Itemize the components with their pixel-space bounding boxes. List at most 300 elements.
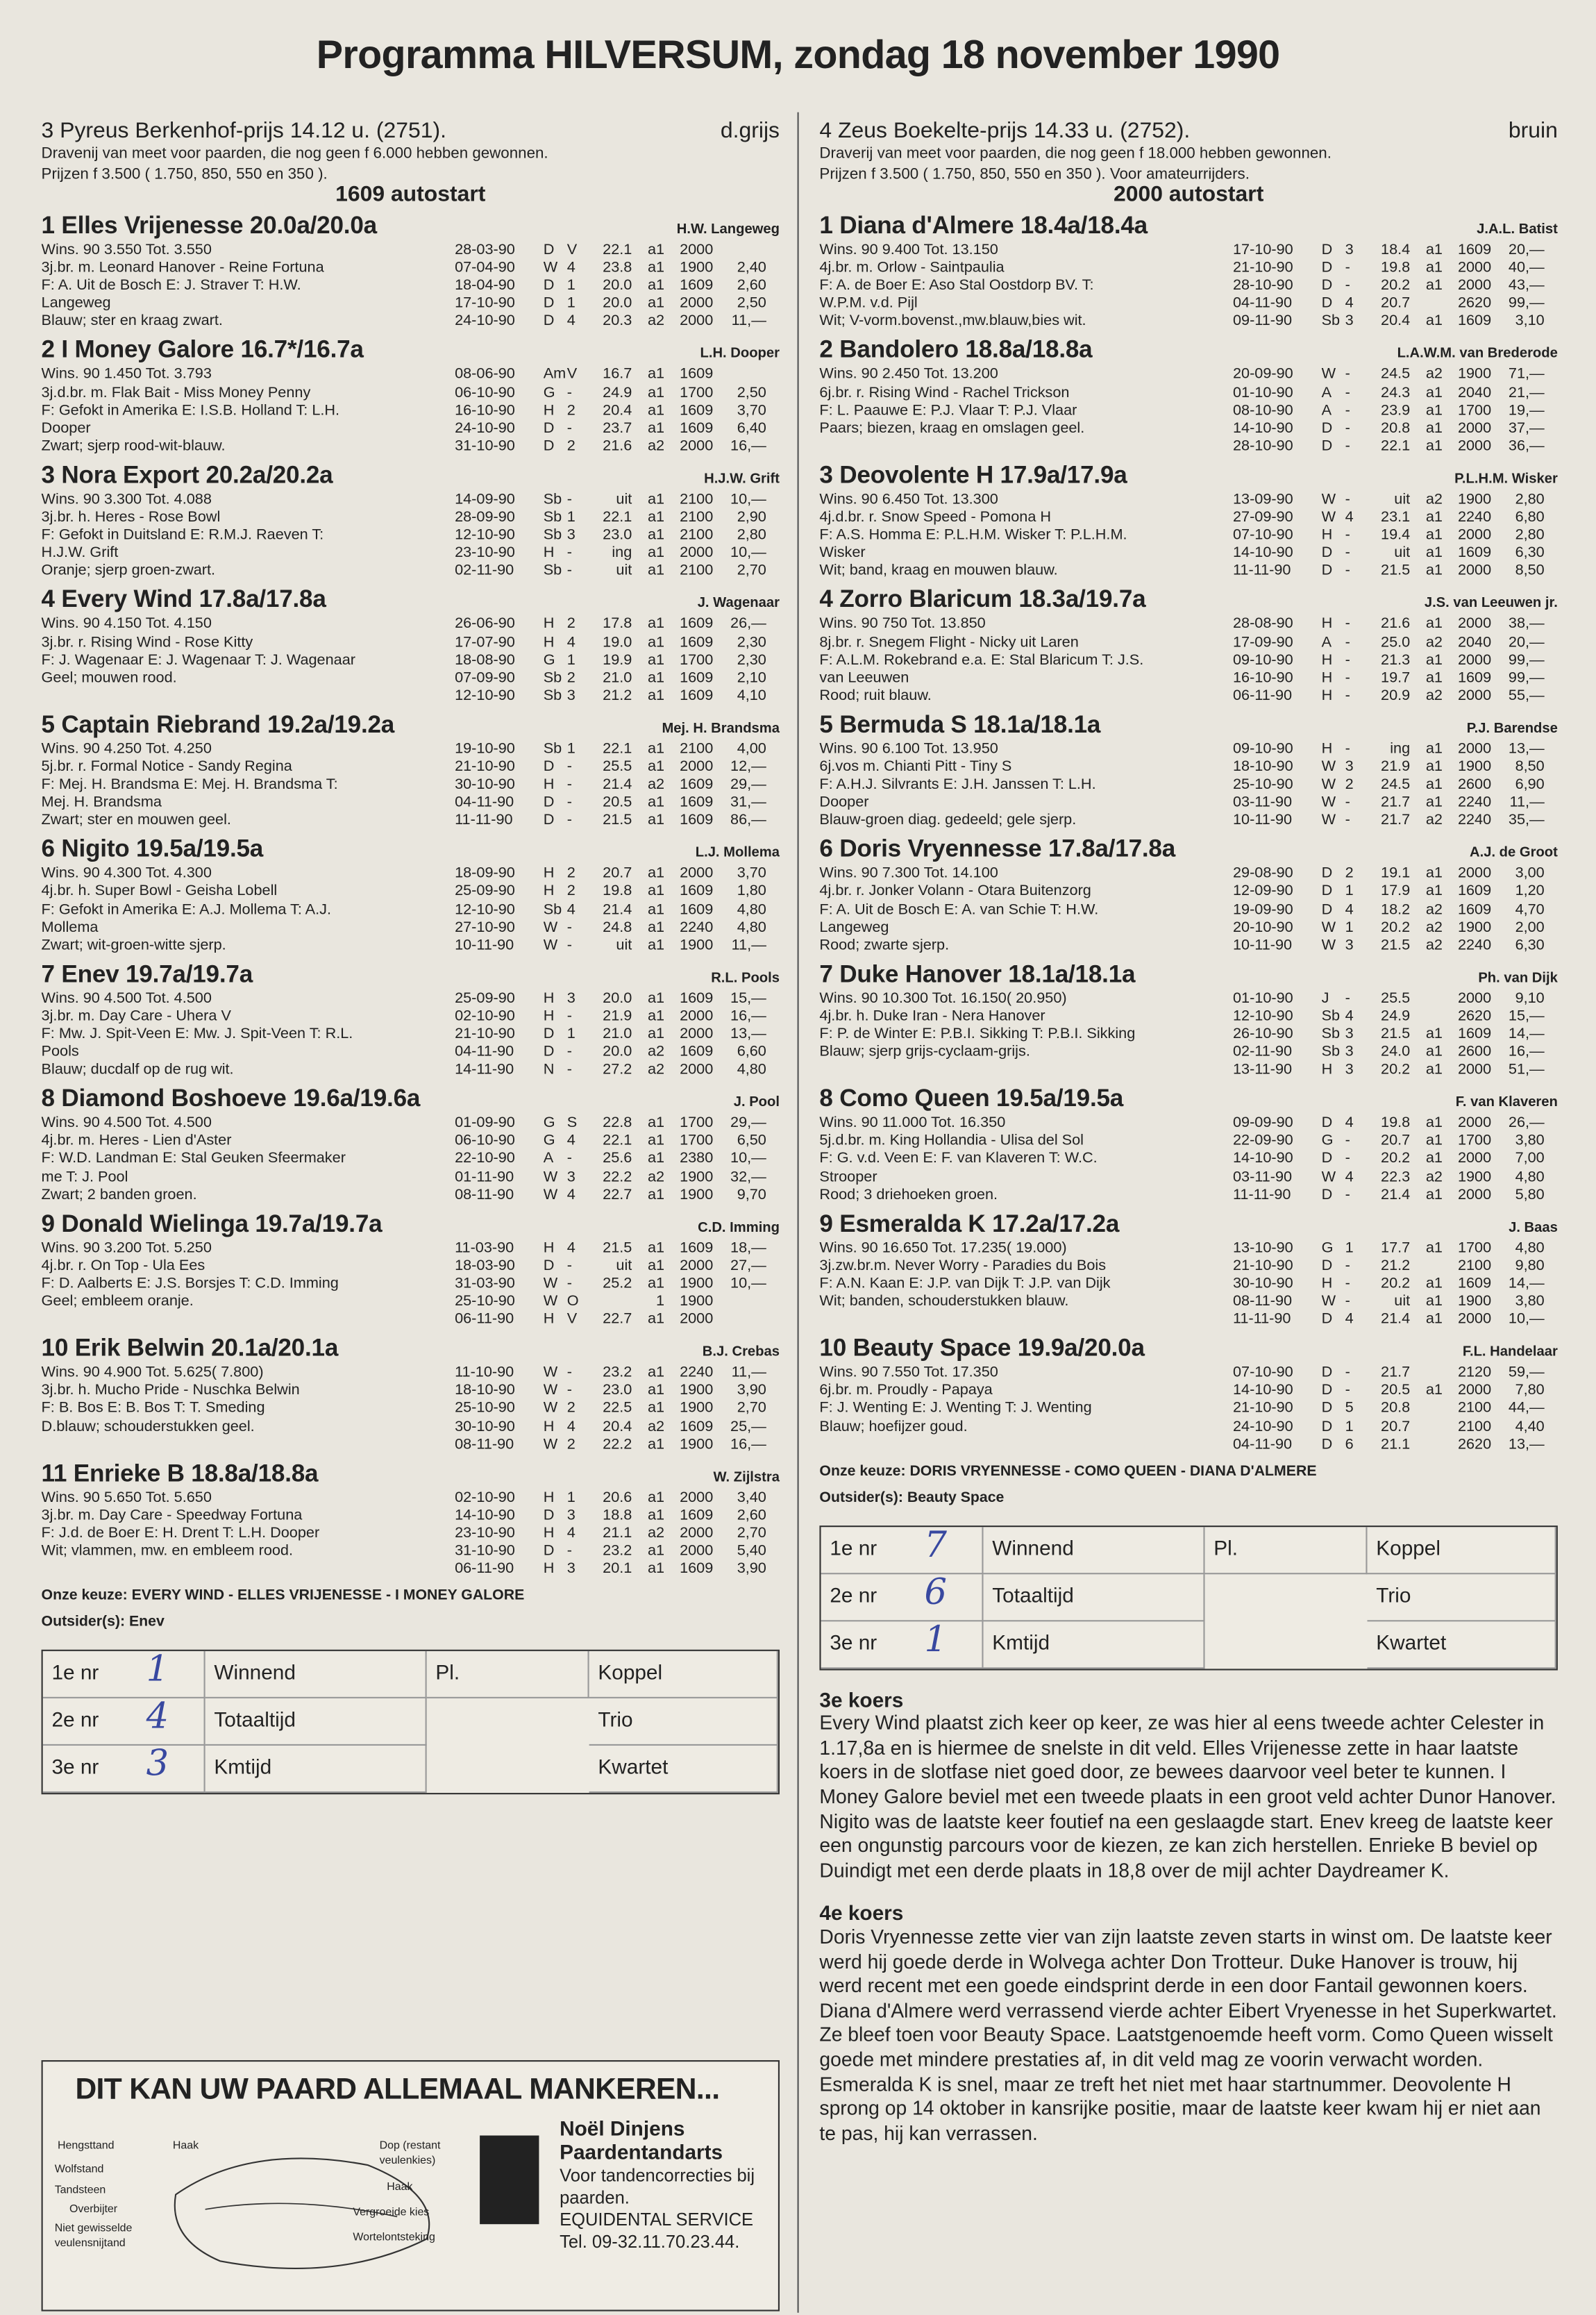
run-cell: 2240 [1457, 937, 1492, 954]
run-cell: 10,— [730, 1151, 766, 1168]
horse-name: 2 Bandolero 18.8a/18.8a [819, 337, 1093, 365]
run-cell: D [1321, 1418, 1333, 1435]
run-cell: A [1321, 402, 1332, 419]
horse-info [42, 1489, 455, 1579]
run-row [1233, 1026, 1558, 1044]
trainer-name: L.H. Dooper [700, 346, 780, 363]
run-cell: 1609 [680, 278, 714, 294]
handwritten-number[interactable]: 1 [146, 1648, 169, 1690]
info-line: Wins. 90 10.300 Tot. 16.150( 20.950) [819, 990, 1067, 1008]
run-cell: 17.8 [603, 616, 632, 633]
run-cell: 20,— [1508, 634, 1545, 651]
run-cell: 1700 [1457, 402, 1492, 419]
run-cell: a1 [1425, 420, 1443, 437]
outsider: Outsider(s): Enev [41, 1614, 165, 1631]
run-cell: H [1321, 1276, 1333, 1292]
run-cell: 3,10 [1515, 313, 1545, 331]
run-row [455, 902, 780, 920]
run-cell: 18-10-90 [1232, 759, 1293, 776]
run-cell: - [566, 1382, 572, 1399]
run-cell: 10,— [730, 545, 766, 562]
horse-name: 6 Doris Vryennesse 17.8a/17.8a [819, 836, 1176, 863]
run-cell: W [1321, 1169, 1336, 1185]
run-cell: 2000 [1457, 1187, 1492, 1203]
run-row [1233, 777, 1558, 795]
run-cell: D [543, 1026, 555, 1043]
run-cell: a1 [647, 1543, 665, 1560]
race-distance: 2000 autostart [1113, 181, 1264, 207]
run-cell: a1 [1425, 616, 1443, 633]
run-cell: 18,— [730, 1240, 766, 1257]
run-cell: 1609 [680, 420, 714, 437]
bet-type-label: Winnend [984, 1527, 1205, 1574]
run-cell: a2 [1425, 687, 1443, 705]
run-cell: 3 [1345, 1062, 1354, 1079]
run-cell: 20.0 [603, 278, 632, 294]
run-cell: 2,80 [1515, 492, 1545, 508]
run-cell: 15,— [1508, 1008, 1545, 1025]
run-cell: - [1345, 527, 1350, 544]
run-cell: a1 [647, 1240, 665, 1257]
run-cell: 2 [566, 1401, 576, 1417]
info-line: Wins. 90 11.000 Tot. 16.350 [819, 1115, 1006, 1132]
run-cell [1410, 1365, 1443, 1383]
run-row [455, 1151, 780, 1169]
horse-entry [819, 712, 1557, 830]
run-cell: 1609 [1457, 669, 1492, 687]
run-cell: D [543, 759, 555, 776]
run-cell: a1 [647, 794, 665, 812]
run-cell: 23.2 [603, 1543, 632, 1560]
run-cell: - [1345, 402, 1350, 419]
run-cell [1410, 1419, 1443, 1437]
run-cell: Sb [543, 741, 562, 758]
run-cell: a1 [647, 883, 665, 901]
handwritten-number[interactable]: 4 [146, 1696, 169, 1737]
run-cell: 13-10-90 [1232, 1240, 1293, 1257]
run-cell: - [1345, 1364, 1350, 1382]
run-cell: W [543, 1436, 558, 1453]
horse-body [819, 367, 1557, 456]
run-cell: 4 [1345, 1311, 1354, 1328]
run-cell: 20.2 [1381, 1062, 1411, 1079]
run-cell: a1 [1425, 509, 1443, 526]
run-row [455, 1133, 780, 1151]
recent-runs [1233, 1240, 1558, 1330]
run-cell: a1 [647, 1401, 665, 1417]
run-cell: 19-09-90 [1232, 901, 1293, 918]
run-cell: 2000 [1457, 866, 1492, 883]
run-cell: 1,20 [1515, 883, 1545, 901]
run-cell: - [566, 919, 572, 936]
run-cell: 25.2 [603, 1276, 632, 1292]
run-cell: 1609 [1457, 313, 1492, 331]
horse-name: 8 Diamond Boshoeve 19.6a/19.6a [41, 1085, 421, 1113]
run-cell: 4 [1345, 295, 1354, 312]
run-cell: 21.5 [1381, 937, 1411, 954]
info-line: F: Gefokt in Amerika E: A.J. Mollema T: A.J. [41, 901, 332, 918]
handwritten-number[interactable]: 3 [146, 1743, 169, 1785]
run-cell: - [566, 1364, 572, 1382]
run-cell: a2 [1425, 367, 1443, 383]
trainer-name: F.L. Handelaar [1462, 1344, 1558, 1361]
bet-form [819, 1525, 1557, 1669]
run-cell: 2 [566, 883, 576, 901]
run-cell: 2000 [680, 1311, 714, 1328]
info-line: 4j.d.br. r. Snow Speed - Pomona H [819, 509, 1052, 526]
horse-body [42, 242, 780, 332]
run-cell: 2000 [1457, 1311, 1492, 1328]
run-cell: 5,40 [737, 1543, 766, 1560]
run-row [1233, 991, 1558, 1009]
ad-diagram-label: Dop (restant [379, 2138, 441, 2152]
run-cell: 26,— [730, 616, 766, 633]
run-cell: Sb [1321, 1044, 1341, 1061]
run-cell: 4 [566, 1133, 576, 1150]
recent-runs [1233, 367, 1558, 456]
run-cell: 1609 [680, 1561, 714, 1578]
bet-type-label: Totaaltijd [205, 1698, 427, 1746]
run-cell: D [1321, 1401, 1333, 1417]
run-cell: 1609 [680, 616, 714, 633]
run-row [1233, 1240, 1558, 1258]
run-cell: 27-10-90 [455, 919, 515, 936]
run-cell: 4 [566, 313, 576, 331]
ad-diagram-label: Wortelontsteking [353, 2230, 435, 2243]
run-row [455, 991, 780, 1009]
run-cell: 1700 [1457, 1240, 1492, 1257]
run-cell: 2 [566, 866, 576, 883]
run-cell: D [1321, 278, 1333, 294]
run-row [1233, 403, 1558, 421]
run-cell: 25-10-90 [1232, 776, 1293, 794]
run-cell: 11,— [731, 313, 766, 331]
ad-diagram-label: Vergroeide kies [353, 2205, 430, 2218]
run-cell: 14-10-90 [1232, 420, 1293, 437]
horse-header [819, 1086, 1557, 1116]
info-line: 4j.br. h. Duke Iran - Nera Hanover [819, 1008, 1045, 1025]
run-cell: 11-10-90 [455, 1364, 514, 1382]
horse-body [819, 617, 1557, 706]
info-line: 3j.br. h. Heres - Rose Bowl [41, 509, 221, 526]
run-cell: a1 [647, 616, 665, 633]
run-cell: A [1321, 385, 1332, 401]
run-cell: 23.0 [603, 1382, 632, 1399]
run-cell: a2 [1425, 919, 1443, 936]
run-cell: 20-10-90 [1232, 919, 1293, 936]
info-line: 6j.br. r. Rising Wind - Rachel Trickson [819, 385, 1070, 401]
run-cell: D [1321, 295, 1333, 312]
our-pick: Onze keuze: EVERY WIND - ELLES VRIJENESSE - I MONEY GALORE [41, 1587, 525, 1605]
run-cell: 03-11-90 [1232, 794, 1293, 812]
run-cell: W [1321, 1294, 1336, 1310]
run-cell: 4 [566, 901, 576, 918]
run-cell: W [543, 1401, 558, 1417]
run-cell: 16,— [730, 1436, 766, 1453]
recent-runs [455, 492, 780, 581]
run-cell: 1609 [1457, 883, 1492, 901]
run-cell: 1609 [680, 883, 714, 901]
run-cell: 3 [1345, 759, 1354, 776]
horse-info [42, 242, 455, 332]
run-cell: 2000 [680, 1026, 714, 1043]
run-row [455, 795, 780, 813]
run-cell: 18-08-90 [455, 652, 515, 669]
run-cell: 2100 [1457, 1401, 1492, 1417]
info-line: Mej. H. Brandsma [41, 794, 162, 812]
race-column-right [819, 118, 1557, 2146]
run-row [1233, 492, 1558, 510]
run-cell: 02-10-90 [455, 1489, 515, 1506]
run-cell: 14-11-90 [455, 1062, 514, 1079]
info-line: F: P. de Winter E: P.B.I. Sikking T: P.B.I. Sikking [819, 1026, 1136, 1043]
run-cell: 21.4 [1381, 1311, 1411, 1328]
horse-info [819, 1115, 1233, 1205]
run-cell: - [1345, 1187, 1350, 1203]
run-cell: a1 [647, 527, 665, 544]
run-row [455, 438, 780, 456]
handwritten-number[interactable]: 7 [924, 1523, 947, 1565]
run-cell: 2,10 [737, 669, 766, 687]
run-cell: 2000 [1457, 1062, 1492, 1079]
run-cell: 2000 [1457, 1151, 1492, 1168]
run-cell: D [1321, 1436, 1333, 1453]
run-cell: a2 [647, 1525, 665, 1542]
run-cell: 25.5 [603, 759, 632, 776]
run-cell: 32,— [730, 1169, 766, 1185]
run-cell: a1 [1425, 1026, 1443, 1043]
run-cell: 4,00 [737, 741, 766, 758]
run-cell: 20.6 [603, 1489, 632, 1506]
horse-info [42, 1240, 455, 1330]
run-cell: 1 [566, 1489, 576, 1506]
horse-header [819, 712, 1557, 742]
horse-name: 4 Zorro Blaricum 18.3a/19.7a [819, 587, 1146, 614]
run-cell: 19.1 [1381, 866, 1411, 883]
bet-number-label: 1e nr [830, 1535, 877, 1560]
run-cell: 14-09-90 [455, 492, 515, 508]
run-cell: H [543, 634, 555, 651]
run-cell: 1 [566, 652, 576, 669]
advertisement [42, 2060, 780, 2312]
info-line: Wins. 90 3.550 Tot. 3.550 [41, 242, 212, 259]
info-line: 4j.br. m. Heres - Lien d'Aster [41, 1133, 232, 1150]
run-cell: 3 [566, 1561, 576, 1578]
info-line: Blauw; sjerp grijs-cyclaam-grijs. [819, 1044, 1030, 1061]
run-cell: 21.5 [1381, 1026, 1411, 1043]
run-cell: 3,80 [1515, 1133, 1545, 1150]
bet-combination-label: Koppel [1368, 1527, 1556, 1574]
info-line: Zwart; ster en mouwen geel. [41, 812, 231, 829]
run-cell: - [566, 1257, 572, 1275]
run-cell: 11,— [731, 1364, 766, 1382]
run-cell: Sb [543, 669, 562, 687]
run-cell: - [566, 563, 572, 580]
run-cell: 19-10-90 [455, 741, 515, 758]
run-cell: 4,40 [1515, 1418, 1545, 1435]
run-cell: 25-10-90 [455, 1401, 515, 1417]
run-cell: J [1321, 990, 1329, 1008]
run-cell: 2240 [680, 919, 714, 936]
info-line: Dooper [41, 420, 91, 437]
info-line: Zwart; wit-groen-witte sjerp. [41, 937, 226, 954]
run-cell: 25.6 [603, 1151, 632, 1168]
run-cell: 24.3 [1381, 385, 1411, 401]
run-cell: 2000 [680, 1257, 714, 1275]
run-cell: a2 [647, 438, 665, 455]
run-cell: H [1321, 652, 1333, 669]
run-cell: 1609 [680, 1044, 714, 1061]
run-cell: 20,— [1508, 242, 1545, 259]
horse-info [819, 741, 1233, 830]
run-row [455, 1312, 780, 1330]
run-cell: 8,50 [1515, 563, 1545, 580]
run-cell: D [1321, 1382, 1333, 1399]
run-cell: 1609 [680, 367, 714, 383]
run-cell: 1700 [680, 1133, 714, 1150]
run-row [455, 670, 780, 688]
recent-runs [1233, 242, 1558, 332]
run-cell: a2 [1425, 901, 1443, 918]
run-cell: 01-09-90 [455, 1115, 515, 1132]
run-cell: 16.7 [603, 367, 632, 383]
outsider: Outsider(s): Beauty Space [819, 1489, 1005, 1506]
run-cell: 2,80 [737, 527, 766, 544]
run-cell: 20.5 [603, 794, 632, 812]
run-cell: 2,70 [737, 1401, 766, 1417]
handwritten-number[interactable]: 6 [924, 1571, 947, 1612]
run-cell: a2 [647, 776, 665, 794]
run-cell: 6,30 [1515, 545, 1545, 562]
run-cell: 2 [1345, 776, 1354, 794]
run-cell: 22-09-90 [1232, 1133, 1293, 1150]
run-cell: - [566, 1543, 572, 1560]
handwritten-number[interactable]: 1 [924, 1618, 947, 1660]
run-cell: a1 [647, 741, 665, 758]
run-cell: 2,60 [737, 1507, 766, 1524]
info-line: Dooper [819, 794, 869, 812]
run-cell: D [1321, 545, 1333, 562]
info-line: Paars; biezen, kraag en omslagen geel. [819, 420, 1085, 437]
run-cell: a1 [647, 509, 665, 526]
info-line: F: W.D. Landman E: Stal Geuken Sfeermaker [41, 1151, 346, 1168]
run-cell: a1 [1425, 527, 1443, 544]
run-row [1233, 421, 1558, 439]
info-line: Wins. 90 6.100 Tot. 13.950 [819, 741, 998, 758]
run-cell: 20.4 [1381, 313, 1411, 331]
horse-header [819, 212, 1557, 242]
run-cell: 21,— [1508, 385, 1545, 401]
run-cell: 23.2 [603, 1364, 632, 1382]
run-row [455, 385, 780, 403]
run-cell: 2000 [1457, 438, 1492, 455]
run-cell: D [1321, 901, 1333, 918]
info-line: F: A. Uit de Bosch E: J. Straver T: H.W. [41, 278, 301, 294]
run-cell: G [543, 385, 555, 401]
run-cell: a1 [647, 1008, 665, 1025]
horse-info [819, 492, 1233, 581]
run-row [1233, 528, 1558, 546]
run-cell: 1 [1345, 1240, 1354, 1257]
run-cell: 20.8 [1381, 420, 1411, 437]
run-cell: 12-10-90 [455, 527, 515, 544]
info-line: Wins. 90 7.300 Tot. 14.100 [819, 866, 998, 883]
run-cell: - [566, 385, 572, 401]
run-cell: 2,60 [737, 278, 766, 294]
info-line: Wins. 90 6.450 Tot. 13.300 [819, 492, 998, 508]
run-cell: - [1345, 1276, 1350, 1292]
info-line: W.P.M. v.d. Pijl [819, 295, 918, 312]
horse-info [42, 492, 455, 581]
run-cell: - [566, 776, 572, 794]
run-row [1233, 278, 1558, 296]
run-cell: - [1345, 634, 1350, 651]
run-cell: uit [1394, 492, 1411, 508]
info-line: F: A.L.M. Rokebrand e.a. E: Stal Blaricum T: J.S. [819, 652, 1144, 669]
run-row [1233, 385, 1558, 403]
run-row [455, 492, 780, 510]
run-cell: a1 [1425, 1294, 1443, 1310]
run-cell: 86,— [730, 812, 766, 829]
run-cell: 25.0 [1381, 634, 1411, 651]
run-row [1233, 1276, 1558, 1294]
run-cell: - [1345, 385, 1350, 401]
horse-info [819, 617, 1233, 706]
run-cell: 01-10-90 [1232, 385, 1293, 401]
run-cell: uit [616, 563, 632, 580]
horse-name: 8 Como Queen 19.5a/19.5a [819, 1085, 1124, 1113]
bet-type-label: Totaaltijd [984, 1574, 1205, 1621]
run-cell: 1 [566, 1026, 576, 1043]
run-cell: 24-10-90 [455, 313, 515, 331]
run-cell: D [543, 1044, 555, 1061]
horse-info [42, 1115, 455, 1205]
run-cell: 3 [566, 527, 576, 544]
horse-entry [819, 1086, 1557, 1205]
run-cell: 3 [566, 1507, 576, 1524]
info-line: F: B. Bos E: B. Bos T: T. Smeding [41, 1401, 265, 1417]
race-title: 3 Pyreus Berkenhof-prijs 14.12 u. (2751). [41, 118, 447, 144]
run-cell: 3,90 [737, 1561, 766, 1578]
run-cell: 09-10-90 [1232, 652, 1293, 669]
run-cell: 2240 [1457, 812, 1492, 829]
run-cell: 06-10-90 [455, 385, 515, 401]
run-cell: 55,— [1508, 687, 1545, 705]
run-cell: 23.8 [603, 260, 632, 276]
run-cell: 9,70 [737, 1187, 766, 1203]
ad-diagram-label: veulenkies) [379, 2153, 436, 2167]
run-cell: 12-10-90 [455, 901, 515, 918]
run-cell: a1 [1425, 1151, 1443, 1168]
info-line: F: A.N. Kaan E: J.P. van Dijk T: J.P. van Dijk [819, 1276, 1111, 1292]
run-cell: 06-10-90 [455, 1133, 515, 1150]
horse-body [42, 1240, 780, 1330]
run-cell: - [1345, 1257, 1350, 1275]
run-cell: a1 [647, 420, 665, 437]
info-line: Pools [41, 1044, 79, 1061]
run-cell: - [566, 1062, 572, 1079]
run-cell: 30-10-90 [455, 776, 515, 794]
run-cell: D [1321, 438, 1333, 455]
run-cell: a1 [1425, 1311, 1443, 1328]
run-cell: W [543, 1382, 558, 1399]
run-cell: 3,00 [1515, 866, 1545, 883]
run-cell: 20.1 [603, 1561, 632, 1578]
run-cell: 06-11-90 [1232, 687, 1293, 705]
run-cell: D [543, 1543, 555, 1560]
bet-combination-label: Kwartet [589, 1746, 778, 1793]
info-line: Mollema [41, 919, 99, 936]
